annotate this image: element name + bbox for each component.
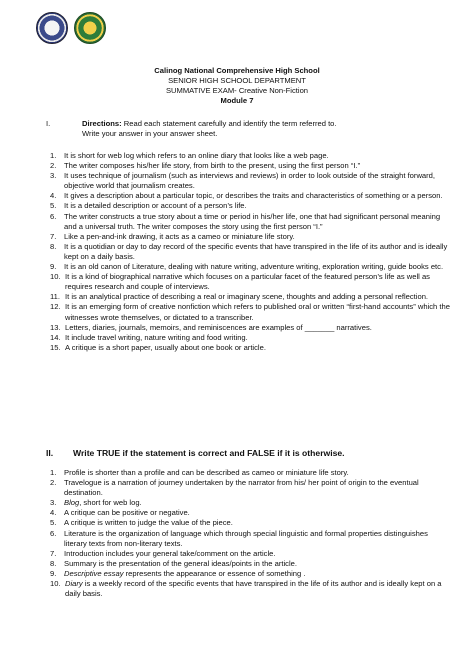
question-item <box>52 262 452 272</box>
statement-number: 1. <box>50 468 57 477</box>
statement-text: Introduction includes your general take/comment on the article. <box>64 548 276 558</box>
question-number: 13. <box>50 322 61 332</box>
statement-text: Summary is the presentation of the general ideas/points in the article. <box>64 558 298 568</box>
question-text: Like a pen-and-ink drawing, it acts as a cameo or miniature life story. <box>64 231 295 241</box>
statement-number: 7. <box>50 548 57 558</box>
question-text: It is an emerging form of creative nonfiction which refers to published oral or written “first-hand accounts” which the witnesses wrote themselves, or dictated to a transcriber. <box>65 302 450 322</box>
statement-item <box>52 549 452 559</box>
statement-number: 4. <box>50 508 57 518</box>
statement-item <box>52 559 452 569</box>
statement-text: represents the appearance or essence of something . <box>123 568 306 578</box>
question-number: 3. <box>50 171 57 181</box>
statement-item <box>52 579 452 599</box>
part1-directions <box>46 119 446 139</box>
deped-seal-logo <box>36 12 68 44</box>
question-item <box>52 212 452 232</box>
part2-roman-numeral: II. <box>46 448 54 458</box>
question-number: 6. <box>50 211 57 221</box>
question-text: The writer constructs a true story about a time or period in his/her life, one that had significant personal meaning and a universal truth. The writer composes the story using the first person “I.” <box>64 211 441 231</box>
question-number: 8. <box>50 241 57 251</box>
question-item <box>52 323 452 333</box>
directions-text: Read each statement carefully and identify the term referred to. <box>121 119 337 128</box>
statement-number: 6. <box>50 528 57 538</box>
statement-item <box>52 468 452 478</box>
part1-roman-numeral: I. <box>46 119 51 128</box>
statement-number: 3. <box>50 498 57 508</box>
question-item <box>52 151 452 161</box>
question-number: 12. <box>50 302 61 312</box>
question-item <box>52 302 452 322</box>
question-item <box>52 191 452 201</box>
question-item <box>52 272 452 292</box>
question-text: It is a quotidian or day to day record of the specific events that have transpired in the life of its author and is ideally kept on a daily basis. <box>64 241 448 261</box>
statement-text: Profile is shorter than a profile and can be described as cameo or miniature life story. <box>64 468 349 477</box>
question-text: It include travel writing, nature writing and food writing. <box>65 332 248 342</box>
statement-item <box>52 529 452 549</box>
question-number: 7. <box>50 231 57 241</box>
statement-number: 8. <box>50 558 57 568</box>
statement-italic-term: Diary <box>65 579 83 589</box>
question-number: 5. <box>50 201 57 211</box>
question-number: 1. <box>50 151 57 160</box>
statement-text: A critique can be positive or negative. <box>64 508 190 518</box>
logo-group <box>36 12 106 44</box>
part2-title: Write TRUE if the statement is correct and FALSE if it is otherwise. <box>73 448 345 458</box>
department-name: SENIOR HIGH SCHOOL DEPARTMENT <box>168 76 306 85</box>
question-item <box>52 161 452 171</box>
part1-question-list <box>52 151 452 353</box>
question-item <box>52 292 452 302</box>
question-item <box>52 232 452 242</box>
statement-text: Travelogue is a narration of journey undertaken by the narrator from his/ her point of origin to the eventual destination. <box>64 478 419 498</box>
question-item <box>52 201 452 211</box>
question-text: It is an analytical practice of describing a real or imaginary scene, thoughts and adding a personal reflection. <box>65 292 429 302</box>
exam-title: SUMMATIVE EXAM- Creative Non-Fiction <box>165 86 309 95</box>
question-text: It is a kind of biographical narrative which focuses on a particular facet of the featured person’s life as well as requires research and couple of interviews. <box>65 272 430 292</box>
statement-text: is a weekly record of the specific events that have transpired in the life of its author and is ideally kept on a daily basis. <box>65 579 442 599</box>
question-text: It uses technique of journalism (such as interviews and reviews) in order to look outside of the straight forward, objective world that journalism creates. <box>64 171 436 191</box>
directions-text-line2: Write your answer in your answer sheet. <box>82 129 218 138</box>
question-text: A critique is a short paper, usually about one book or article. <box>65 342 266 352</box>
question-text: Letters, diaries, journals, memoirs, and reminiscences are examples of _______ narratives. <box>65 322 372 332</box>
question-item <box>52 343 452 353</box>
question-number: 11. <box>50 292 60 302</box>
statement-italic-term: Descriptive essay <box>64 568 124 578</box>
question-item <box>52 171 452 191</box>
question-item <box>52 333 452 343</box>
question-number: 2. <box>50 161 57 171</box>
school-seal-logo <box>74 12 106 44</box>
question-text: It is an old canon of Literature, dealing with nature writing, adventure writing, exploration writing, guide books etc. <box>64 262 444 272</box>
statement-item <box>52 518 452 528</box>
question-text: It is a detailed description or account of a person’s life. <box>64 201 247 211</box>
question-item <box>52 242 452 262</box>
statement-italic-term: Blog <box>64 498 80 508</box>
statement-item <box>52 569 452 579</box>
statement-number: 5. <box>50 518 57 528</box>
statement-text: Literature is the organization of language which through special linguistic and formal properties distinguishes literary texts from non-literary texts. <box>64 528 428 548</box>
question-text: It gives a description about a particular topic, or describes the traits and characteristics of something or a person. <box>64 191 443 201</box>
question-number: 14. <box>50 332 61 342</box>
part2-question-list <box>52 468 452 599</box>
statement-number: 10. <box>50 579 61 589</box>
school-name: Calinog National Comprehensive High School <box>154 66 320 75</box>
statement-text: , short for web log. <box>79 498 142 508</box>
document-header <box>0 66 474 106</box>
module-title: Module 7 <box>220 96 254 105</box>
question-number: 4. <box>50 191 57 201</box>
statement-item <box>52 498 452 508</box>
statement-text: A critique is written to judge the value of the piece. <box>64 518 233 528</box>
question-text: It is short for web log which refers to an online diary that looks like a web page. <box>64 151 329 160</box>
question-text: The writer composes his/her life story, from birth to the present, using the first person “I.” <box>64 161 361 171</box>
statement-item <box>52 478 452 498</box>
question-number: 9. <box>50 262 57 272</box>
statement-number: 9. <box>50 568 57 578</box>
statement-number: 2. <box>50 478 57 488</box>
question-number: 10. <box>50 272 61 282</box>
statement-item <box>52 508 452 518</box>
directions-label: Directions: <box>82 119 122 128</box>
question-number: 15. <box>50 342 61 352</box>
part2-heading <box>46 448 446 458</box>
